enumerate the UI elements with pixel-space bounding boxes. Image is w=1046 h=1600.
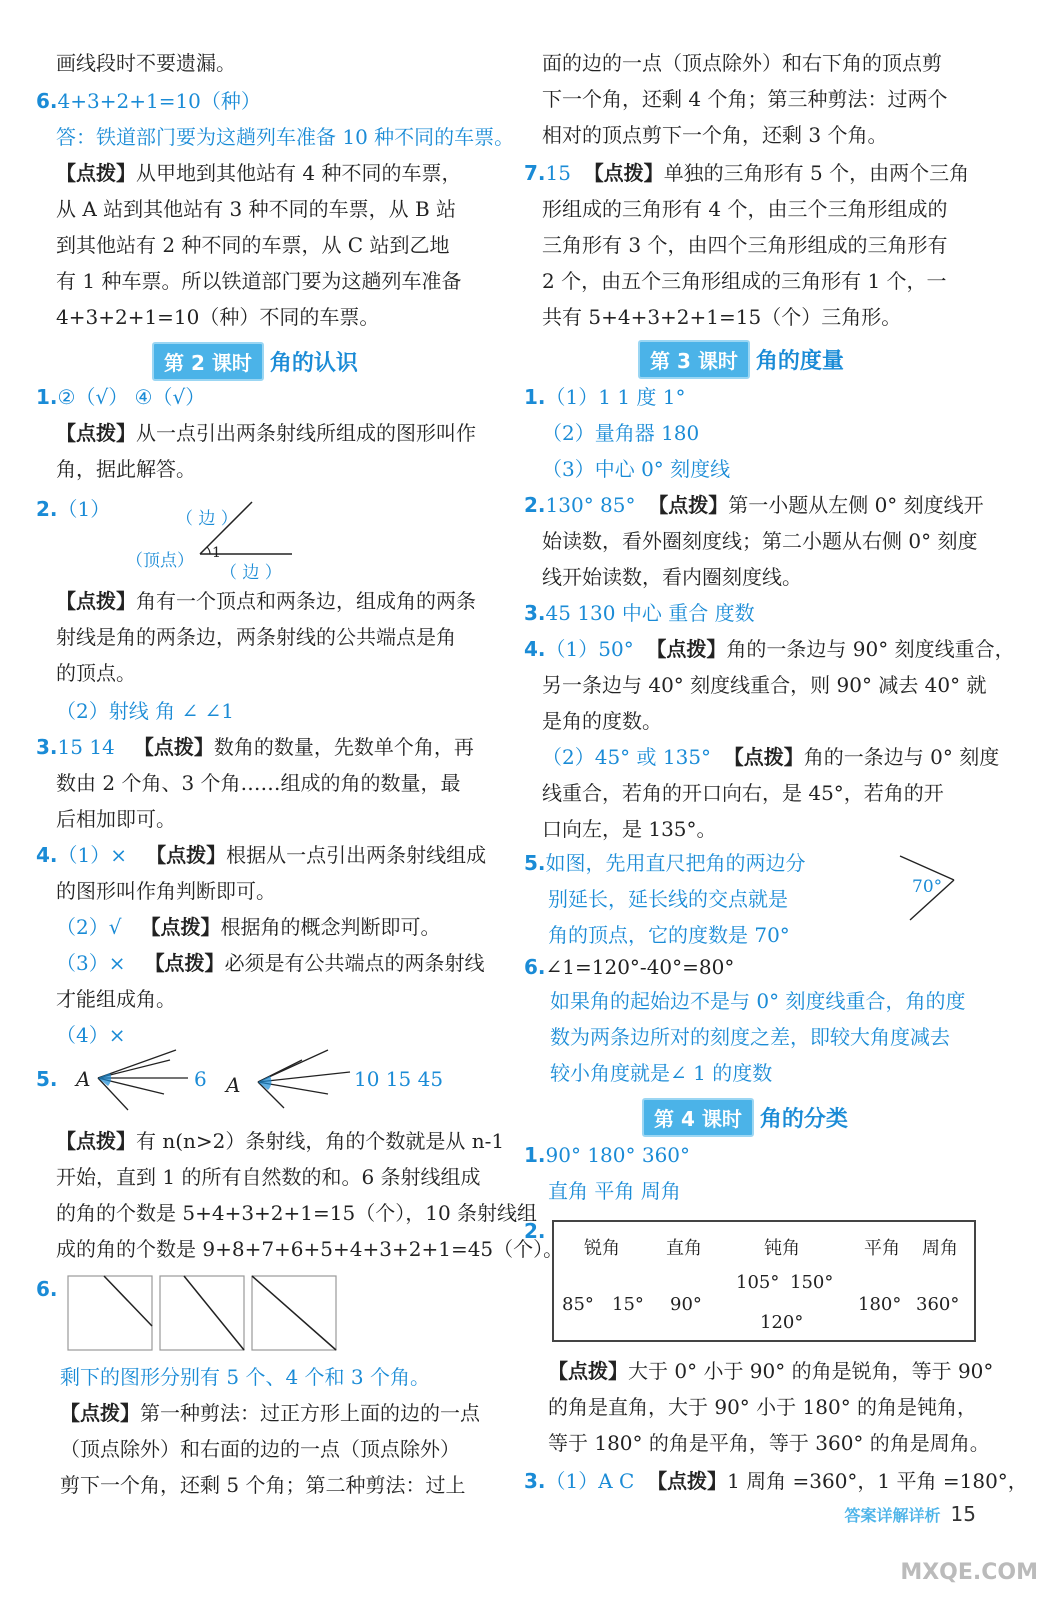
tip-line <box>60 1396 480 1430</box>
tip-text: 第一小题从左侧 0° 刻度线开 <box>728 493 984 517</box>
question-number: 4. <box>524 637 546 661</box>
answer-text: ②（√） ④（√） <box>57 385 206 409</box>
tip-label: 【点拨】 <box>647 1469 728 1493</box>
edge-label: （ 边 ） <box>220 563 282 583</box>
tip-text: 数角的数量，先数单个角，再 <box>213 735 474 759</box>
tip-text: 单独的三角形有 5 个，由两个三角 <box>663 161 970 185</box>
page-footer <box>845 1502 976 1526</box>
tip-label: 【点拨】 <box>144 951 225 975</box>
tip-line <box>56 156 461 190</box>
b3-line <box>524 596 755 630</box>
tip-label: 【点拨】 <box>133 735 214 759</box>
answer-line: 角的顶点，它的度数是 70° <box>548 923 790 947</box>
tip-line: 剪下一个角，还剩 5 个角；第二种剪法：过上 <box>60 1473 466 1497</box>
tip-line: 4+3+2+1=10（种）不同的车票。 <box>56 305 380 329</box>
lesson-badge: 第 2 课时 <box>152 342 264 381</box>
c2-number <box>524 1214 546 1248</box>
tip-line: 是角的度数。 <box>542 709 662 733</box>
question-number: 3. <box>36 735 58 759</box>
tip-line: 口向左，是 135°。 <box>542 817 717 841</box>
tip-line <box>548 1354 993 1388</box>
text-line: 画线段时不要遗漏。 <box>56 51 236 75</box>
tip-label: 【点拨】 <box>723 745 804 769</box>
tip-label: 【点拨】 <box>140 915 221 939</box>
tip-line: 线重合，若角的开口向右，是 45°，若角的开 <box>542 781 944 805</box>
tip-text: 角的一条边与 90° 刻度线重合， <box>726 637 1015 661</box>
q6-line <box>36 84 261 118</box>
b1-line <box>524 380 686 414</box>
b5-line <box>524 846 806 880</box>
footer-label: 答案详解详析 <box>844 1506 941 1525</box>
tip-line: 的顶点。 <box>56 661 136 685</box>
tip-line: （顶点除外）和右面的边的一点（顶点除外） <box>60 1437 460 1461</box>
lesson-badge: 第 3 课时 <box>638 340 750 379</box>
tip-line: 等于 180° 的角是平角，等于 360° 的角是周角。 <box>548 1431 990 1455</box>
table-cell: 90° <box>670 1294 702 1315</box>
question-number: 3. <box>524 601 546 625</box>
question-number: 6. <box>36 89 58 113</box>
question-number: 6. <box>524 955 546 979</box>
tip-label: 【点拨】 <box>56 161 136 185</box>
q7-line <box>524 156 969 190</box>
section-header-4 <box>642 1098 848 1134</box>
tip-line <box>56 416 476 450</box>
answer-text: 90° 180° 360° <box>545 1143 691 1167</box>
note-line: 如果角的起始边不是与 0° 刻度线重合，角的度 <box>550 989 966 1013</box>
rays-figure <box>88 1044 508 1116</box>
tip-line: 形组成的三角形有 4 个，由三个三角形组成的 <box>542 197 948 221</box>
point-label: A <box>226 1073 241 1097</box>
watermark: MXQE.COM <box>900 1560 1038 1585</box>
tip-line: 的图形叫作角判断即可。 <box>56 879 276 903</box>
answer-text: （2）√ <box>56 915 122 939</box>
tip-line: 共有 5+4+3+2+1=15（个）三角形。 <box>542 305 902 329</box>
tip-line: 角，据此解答。 <box>56 457 196 481</box>
tip-text: 有 n(n>2）条射线，角的个数就是从 n-1 <box>136 1129 505 1153</box>
tip-label: 【点拨】 <box>56 589 136 613</box>
answer-text: （1）50° <box>545 637 634 661</box>
tip-line: 到其他站有 2 种不同的车票，从 C 站到乙地 <box>56 233 450 257</box>
question-number: 6. <box>36 1277 58 1301</box>
tip-line <box>56 1124 504 1158</box>
table-cell: 120° <box>760 1312 804 1333</box>
answer-line: （2）量角器 180 <box>542 421 700 445</box>
table-header: 钝角 <box>764 1238 800 1259</box>
tip-label: 【点拨】 <box>583 161 664 185</box>
question-number: 2. <box>524 493 546 517</box>
answer-line: （4）× <box>56 1023 126 1047</box>
tip-line: 的角的个数是 5+4+3+2+1=15（个），10 条射线组 <box>56 1201 538 1225</box>
tip-text: 角有一个顶点和两条边，组成角的两条 <box>136 589 476 613</box>
table-cell: 180° <box>858 1294 902 1315</box>
answer-text: （1）A C <box>545 1469 635 1493</box>
question-number: 4. <box>36 843 58 867</box>
answer-text: 6 <box>194 1067 207 1091</box>
tip-text: 必须是有公共端点的两条射线 <box>224 951 485 975</box>
section-header-2 <box>152 342 358 378</box>
a4-line <box>36 838 486 872</box>
table-cell: 360° <box>916 1294 960 1315</box>
a2-line <box>36 492 110 526</box>
tip-text: 从一点引出两条射线所组成的图形叫作 <box>136 421 476 445</box>
tip-text: 第一种剪法：过正方形上面的边的一点 <box>140 1401 480 1425</box>
tip-text: 大于 0° 小于 90° 的角是锐角，等于 90° <box>628 1359 994 1383</box>
tip-line: 开始，直到 1 的所有自然数的和。6 条射线组成 <box>56 1165 481 1189</box>
tip-label: 【点拨】 <box>146 843 227 867</box>
tip-label: 【点拨】 <box>646 637 727 661</box>
tip-line: 有 1 种车票。所以铁道部门要为这趟列车准备 <box>56 269 462 293</box>
answer-line: 直角 平角 周角 <box>548 1179 681 1203</box>
tip-line: 线开始读数，看内圈刻度线。 <box>542 565 802 589</box>
a6-number <box>36 1272 58 1306</box>
answer-text: 10 15 45 <box>354 1067 444 1091</box>
tip-text: 根据从一点引出两条射线组成 <box>226 843 487 867</box>
answer-text: 15 <box>545 161 571 185</box>
answer-text: （1）1 1 度 1° <box>545 385 686 409</box>
tip-line: 另一条边与 40° 刻度线重合，则 90° 减去 40° 就 <box>542 673 987 697</box>
table-header: 锐角 <box>584 1238 620 1259</box>
a3-line <box>36 730 474 764</box>
question-number: 7. <box>524 161 546 185</box>
answer-text: 如图，先用直尺把角的两边分 <box>545 851 806 875</box>
b4-line <box>524 632 1015 666</box>
tip-label: 【点拨】 <box>56 1129 136 1153</box>
vertex-label: （顶点） <box>126 551 194 571</box>
b6-line <box>524 950 734 984</box>
answer-line: 答：铁道部门要为这趟列车准备 10 种不同的车票。 <box>56 125 515 149</box>
answer-line: 别延长，延长线的交点就是 <box>548 887 788 911</box>
question-number: 3. <box>524 1469 546 1493</box>
page-number: 15 <box>950 1502 976 1526</box>
angle-classification-table <box>552 1220 976 1342</box>
answer-text: （2）45° 或 135° <box>542 745 712 769</box>
section-title: 角的分类 <box>759 1107 848 1132</box>
lesson-badge: 第 4 课时 <box>642 1098 754 1137</box>
tip-line: 2 个，由五个三角形组成的三角形有 1 个，一 <box>542 269 947 293</box>
tip-label: 【点拨】 <box>56 421 136 445</box>
tip-line: 数由 2 个角、3 个角……组成的角的数量，最 <box>56 771 461 795</box>
table-cell: 105° <box>736 1272 780 1293</box>
edge-label: （ 边 ） <box>176 509 238 529</box>
section-title: 角的认识 <box>269 351 358 376</box>
tip-label: 【点拨】 <box>548 1359 628 1383</box>
answer-text: （1） <box>57 497 111 521</box>
tip-line: 从 A 站到其他站有 3 种不同的车票，从 B 站 <box>56 197 457 221</box>
tip-line: 成的角的个数是 9+8+7+6+5+4+3+2+1=45（个）。 <box>56 1237 564 1261</box>
question-number: 2. <box>36 497 58 521</box>
point-label: A <box>76 1067 91 1091</box>
answer-text: （1）× <box>57 843 127 867</box>
tip-text: 从甲地到其他站有 4 种不同的车票， <box>136 161 462 185</box>
a4-line <box>56 946 485 980</box>
angle-number: 1 <box>212 545 221 561</box>
question-number: 5. <box>524 851 546 875</box>
tip-text: 1 周角 =360°，1 平角 =180°， <box>727 1469 1028 1493</box>
tip-line: 的角是直角，大于 90° 小于 180° 的角是钝角， <box>548 1395 978 1419</box>
answer-text: 130° 85° <box>545 493 636 517</box>
table-header: 平角 <box>864 1238 900 1259</box>
question-number: 2. <box>524 1219 546 1243</box>
question-number: 1. <box>36 385 58 409</box>
tip-label: 【点拨】 <box>648 493 729 517</box>
tip-line: 始读数，看外圈刻度线；第二小题从右侧 0° 刻度 <box>542 529 978 553</box>
answer-line: （3）中心 0° 刻度线 <box>542 457 731 481</box>
table-header: 周角 <box>922 1238 958 1259</box>
b2-line <box>524 488 984 522</box>
question-number: 5. <box>36 1067 58 1091</box>
question-number: 1. <box>524 385 546 409</box>
a4-line <box>56 910 441 944</box>
tip-line: 三角形有 3 个，由四个三角形组成的三角形有 <box>542 233 948 257</box>
c1-line <box>524 1138 690 1172</box>
tip-line: 下一个角，还剩 4 个角；第三种剪法：过两个 <box>542 87 948 111</box>
angle-degree-label: 70° <box>912 877 943 897</box>
note-line: 数为两条边所对的刻度之差，即较大角度减去 <box>550 1025 950 1049</box>
answer-line: 剩下的图形分别有 5 个、4 个和 3 个角。 <box>60 1365 430 1389</box>
a1-line <box>36 380 205 414</box>
answer-text: 15 14 <box>57 735 115 759</box>
question-number: 1. <box>524 1143 546 1167</box>
tip-line: 相对的顶点剪下一个角，还剩 3 个角。 <box>542 123 888 147</box>
tip-line: 才能组成角。 <box>56 987 176 1011</box>
answer-line: （2）射线 角 ∠ ∠1 <box>56 699 235 723</box>
answer-text: ∠1=120°-40°=80° <box>545 955 735 979</box>
section-title: 角的度量 <box>755 349 844 374</box>
table-cell: 150° <box>790 1272 834 1293</box>
tip-line: 射线是角的两条边，两条射线的公共端点是角 <box>56 625 456 649</box>
tip-line: 面的边的一点（顶点除外）和右下角的顶点剪 <box>542 51 942 75</box>
a5-number <box>36 1062 58 1096</box>
c3-line <box>524 1464 1028 1498</box>
table-header: 直角 <box>666 1238 702 1259</box>
b4-line <box>542 740 999 774</box>
table-cell: 85° <box>562 1294 594 1315</box>
tip-text: 根据角的概念判断即可。 <box>220 915 441 939</box>
tip-label: 【点拨】 <box>60 1401 140 1425</box>
section-header-3 <box>638 340 844 376</box>
answer-text: （3）× <box>56 951 126 975</box>
answer-text: 4+3+2+1=10（种） <box>57 89 261 113</box>
table-cell: 15° <box>612 1294 644 1315</box>
tip-line: 后相加即可。 <box>56 807 176 831</box>
answer-text: 45 130 中心 重合 度数 <box>545 601 755 625</box>
tip-line <box>56 584 476 618</box>
cut-squares-figure <box>66 1274 356 1354</box>
note-line: 较小角度就是∠ 1 的度数 <box>550 1061 773 1085</box>
tip-text: 角的一条边与 0° 刻度 <box>803 745 1000 769</box>
